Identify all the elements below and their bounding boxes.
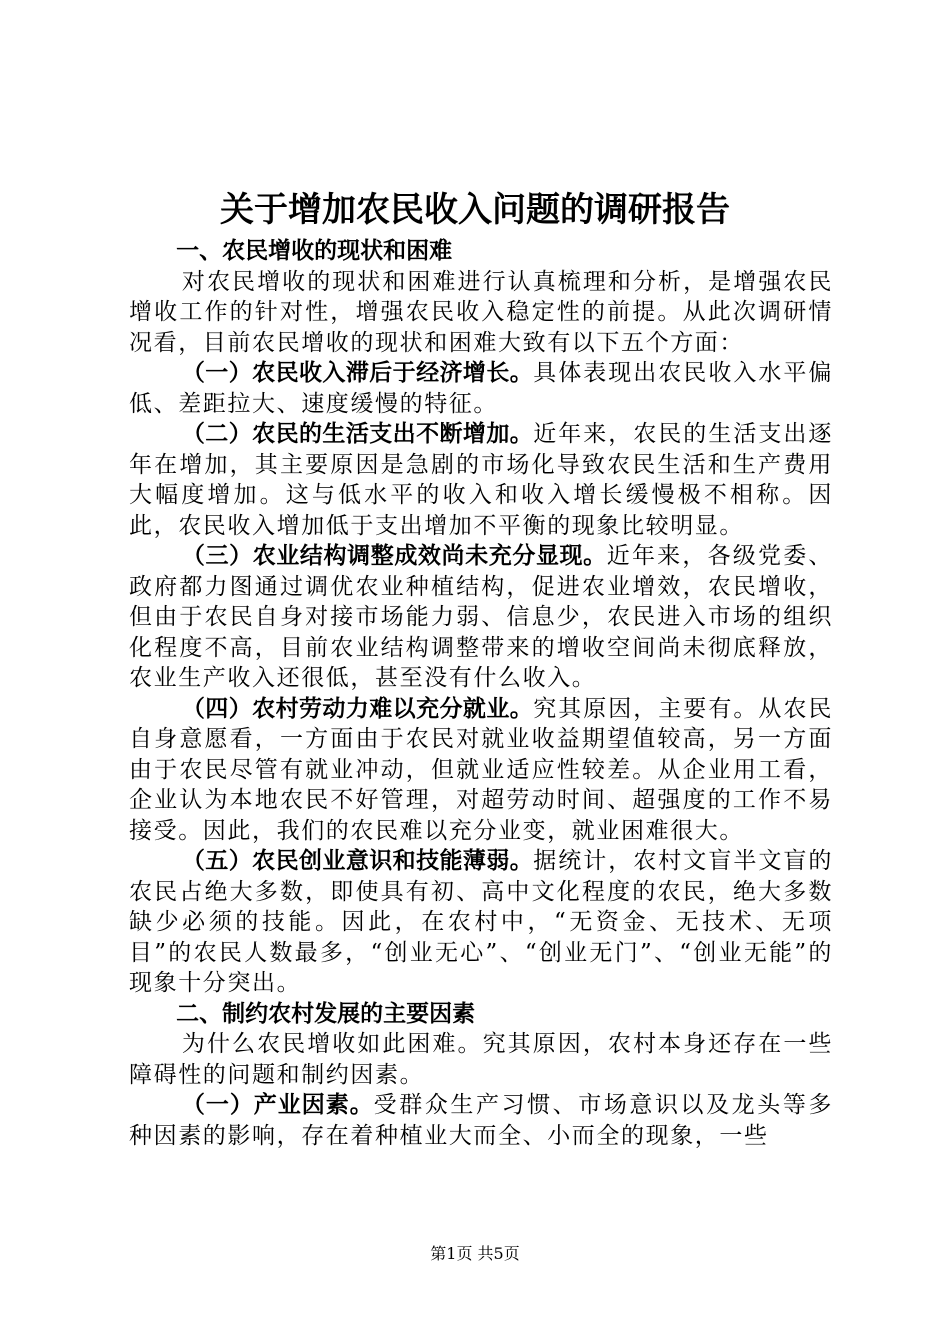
- item-text: 近年来，各级党委、政府都力图通过调优农业种植结构，促进农业增效，农民增收，但由于农民自身对接市场能力弱、信息少，农民进入市场的组织化程度不高，目前农业结构调整带来的增收空间尚未彻底释放，农业生产收入还很低，甚至没有什么收入。: [129, 543, 833, 691]
- list-item: [129, 358, 833, 419]
- page-number-footer: 第1页 共5页: [430, 1244, 520, 1263]
- item-lead: （三）农业结构调整成效尚未充分显现。: [181, 543, 607, 569]
- item-lead: （五）农民创业意识和技能薄弱。: [181, 848, 534, 874]
- item-lead: （一）产业因素。: [181, 1092, 374, 1118]
- document-body: [129, 236, 833, 1151]
- item-lead: （二）农民的生活支出不断增加。: [181, 421, 534, 447]
- section-heading: 一、农民增收的现状和困难: [176, 238, 453, 264]
- list-item: [129, 1090, 833, 1151]
- list-item: [129, 419, 833, 541]
- item-text: 据统计，农村文盲半文盲的农民占绝大多数，即使具有初、高中文化程度的农民，绝大多数缺少必须的技能。因此，在农村中，“无资金、无技术、无项目”的农民人数最多，“创业无心”、“创业无门”、“创业无能”的现象十分突出。: [129, 848, 834, 996]
- item-text: 究其原因，主要有。从农民自身意愿看，一方面由于农民对就业收益期望值较高，另一方面由于农民尽管有就业冲动，但就业适应性较差。从企业用工看，企业认为本地农民不好管理，对超劳动时间、超强度的工作不易接受。因此，我们的农民难以充分业变，就业困难很大。: [129, 695, 834, 844]
- list-item: [129, 846, 833, 999]
- section-intro: 对农民增收的现状和困难进行认真梳理和分析，是增强农民增收工作的针对性，增强农民收入稳定性的前提。从此次调研情况看，目前农民增收的现状和困难大致有以下五个方面：: [129, 268, 833, 356]
- section-intro: 为什么农民增收如此困难。究其原因，农村本身还存在一些障碍性的问题和制约因素。: [129, 1031, 833, 1088]
- item-text: 近年来，农民的生活支出逐年在增加，其主要原因是急剧的市场化导致农民生活和生产费用大幅度增加。这与低水平的收入和收入增长缓慢极不相称。因此，农民收入增加低于支出增加不平衡的现象比较明显。: [129, 421, 834, 539]
- item-text: 具体表现出农民收入水平偏低、差距拉大、速度缓慢的特征。: [129, 360, 834, 417]
- section-heading: 二、制约农村发展的主要因素: [176, 1000, 476, 1027]
- list-item: [129, 541, 833, 694]
- document-title: 关于增加农民收入问题的调研报告: [220, 190, 730, 230]
- item-lead: （一）农民收入滞后于经济增长。: [181, 360, 534, 386]
- list-item: [129, 694, 833, 847]
- item-text: 受群众生产习惯、市场意识以及龙头等多种因素的影响，存在着种植业大而全、小而全的现象，一些: [129, 1092, 833, 1149]
- item-lead: （四）农村劳动力难以充分就业。: [181, 695, 534, 722]
